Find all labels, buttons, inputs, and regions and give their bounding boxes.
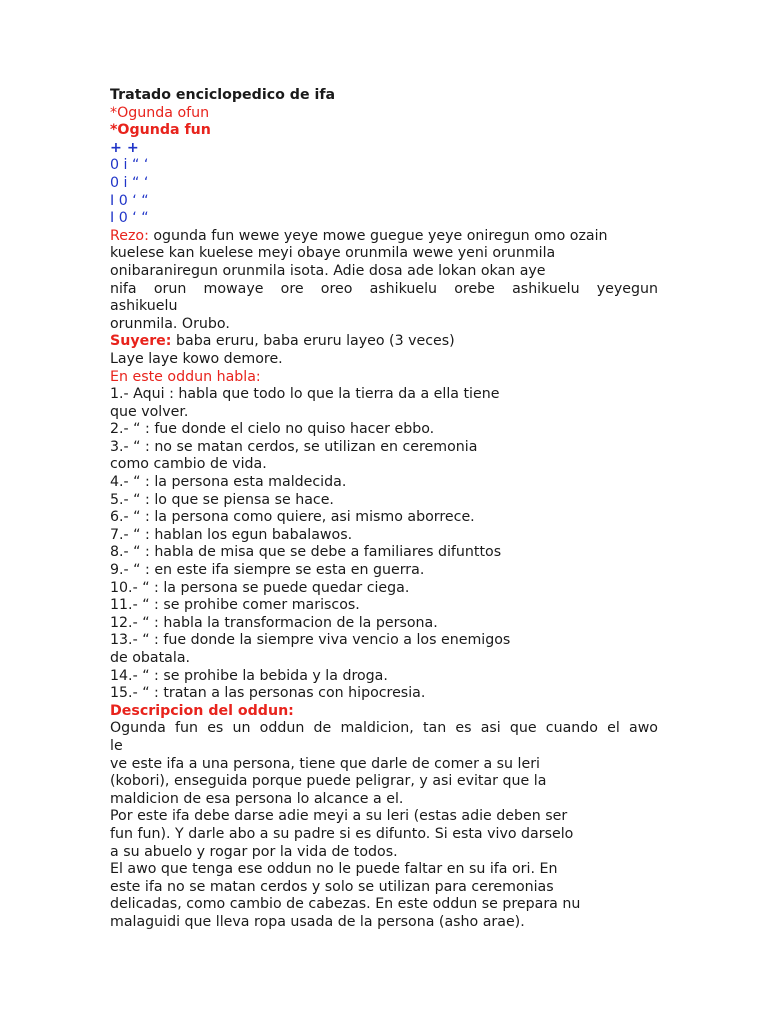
descripcion-line: este ifa no se matan cerdos y solo se utilizan para ceremonias bbox=[110, 878, 554, 895]
habla-item: 6.- “ : la persona como quiere, asi mismo aborrece. bbox=[110, 509, 475, 526]
rezo-label: Rezo: bbox=[110, 227, 149, 244]
habla-item: 1.- Aqui : habla que todo lo que la tierra da a ella tiene bbox=[110, 386, 500, 403]
sign-name: *Ogunda ofun bbox=[110, 104, 210, 121]
habla-item: 15.- “ : tratan a las personas con hipocresia. bbox=[110, 685, 426, 702]
rezo-text: ogunda fun wewe yeye mowe guegue yeye oniregun omo ozain bbox=[148, 227, 608, 244]
habla-item: que volver. bbox=[110, 403, 189, 420]
descripcion-line: Por este ifa debe darse adie meyi a su leri (estas adie deben ser bbox=[110, 808, 568, 825]
descripcion-line: Ogunda fun es un oddun de maldicion, tan es asi que cuando el awo bbox=[110, 720, 658, 737]
rezo-line: kuelese kan kuelese meyi obaye orunmila wewe yeni orunmila bbox=[110, 245, 556, 262]
habla-item: 14.- “ : se prohibe la bebida y la droga. bbox=[110, 667, 388, 684]
habla-item: 13.- “ : fue donde la siempre viva vencio a los enemigos bbox=[110, 632, 511, 649]
descripcion-line: El awo que tenga ese oddun no le puede faltar en su ifa ori. En bbox=[110, 861, 558, 878]
habla-item: 7.- “ : hablan los egun babalawos. bbox=[110, 526, 353, 543]
rezo-line: nifa orun mowaye ore oreo ashikuelu orebe ashikuelu yeyegun bbox=[110, 280, 658, 297]
descripcion-line: (kobori), enseguida porque puede peligrar, y asi evitar que la bbox=[110, 773, 547, 790]
habla-item: 10.- “ : la persona se puede quedar ciega. bbox=[110, 579, 410, 596]
descripcion-line: le bbox=[110, 737, 123, 754]
habla-item: 12.- “ : habla la transformacion de la persona. bbox=[110, 614, 438, 631]
sign-name-bold: *Ogunda fun bbox=[110, 122, 211, 139]
descripcion-line: malaguidi que lleva ropa usada de la persona (asho arae). bbox=[110, 913, 525, 930]
suyere-text: baba eruru, baba eruru layeo (3 veces) bbox=[171, 333, 455, 350]
descripcion-line: fun fun). Y darle abo a su padre si es difunto. Si esta vivo darselo bbox=[110, 825, 574, 842]
sign-figure-row: + + bbox=[110, 139, 139, 156]
habla-item: 5.- “ : lo que se piensa se hace. bbox=[110, 491, 334, 508]
sign-figure-row: 0 i “ ‘ bbox=[110, 174, 149, 191]
descripcion-line: a su abuelo y rogar por la vida de todos. bbox=[110, 843, 398, 860]
rezo-line bbox=[110, 228, 658, 246]
suyere-line bbox=[110, 333, 658, 351]
habla-item: 4.- “ : la persona esta maldecida. bbox=[110, 474, 347, 491]
habla-item: 2.- “ : fue donde el cielo no quiso hacer ebbo. bbox=[110, 421, 435, 438]
document-page bbox=[110, 87, 658, 932]
sign-figure-row: I 0 ‘ “ bbox=[110, 192, 149, 209]
habla-heading: En este oddun habla: bbox=[110, 368, 261, 385]
habla-list bbox=[110, 386, 658, 703]
descripcion-line: ve este ifa a una persona, tiene que darle de comer a su leri bbox=[110, 755, 541, 772]
rezo-line: ashikuelu bbox=[110, 298, 178, 315]
habla-item: 9.- “ : en este ifa siempre se esta en guerra. bbox=[110, 562, 425, 579]
descripcion-body bbox=[110, 720, 658, 931]
document-title: Tratado enciclopedico de ifa bbox=[110, 87, 336, 103]
sign-figure-row: 0 i “ ‘ bbox=[110, 157, 149, 174]
habla-item: como cambio de vida. bbox=[110, 456, 267, 473]
habla-item: 8.- “ : habla de misa que se debe a familiares difunttos bbox=[110, 544, 502, 561]
rezo-line: onibaraniregun orunmila isota. Adie dosa ade lokan okan aye bbox=[110, 262, 546, 279]
rezo-line: orunmila. Orubo. bbox=[110, 315, 230, 332]
habla-item: 3.- “ : no se matan cerdos, se utilizan en ceremonia bbox=[110, 438, 478, 455]
sign-figure-row: I 0 ‘ “ bbox=[110, 210, 149, 227]
habla-item: de obatala. bbox=[110, 650, 191, 666]
descripcion-line: delicadas, como cambio de cabezas. En este oddun se prepara nu bbox=[110, 896, 581, 913]
descripcion-heading: Descripcion del oddun: bbox=[110, 702, 294, 719]
descripcion-line: maldicion de esa persona lo alcance a el. bbox=[110, 790, 404, 807]
habla-item: 11.- “ : se prohibe comer mariscos. bbox=[110, 597, 360, 614]
suyere-line: Laye laye kowo demore. bbox=[110, 350, 283, 367]
suyere-label: Suyere: bbox=[110, 333, 172, 350]
